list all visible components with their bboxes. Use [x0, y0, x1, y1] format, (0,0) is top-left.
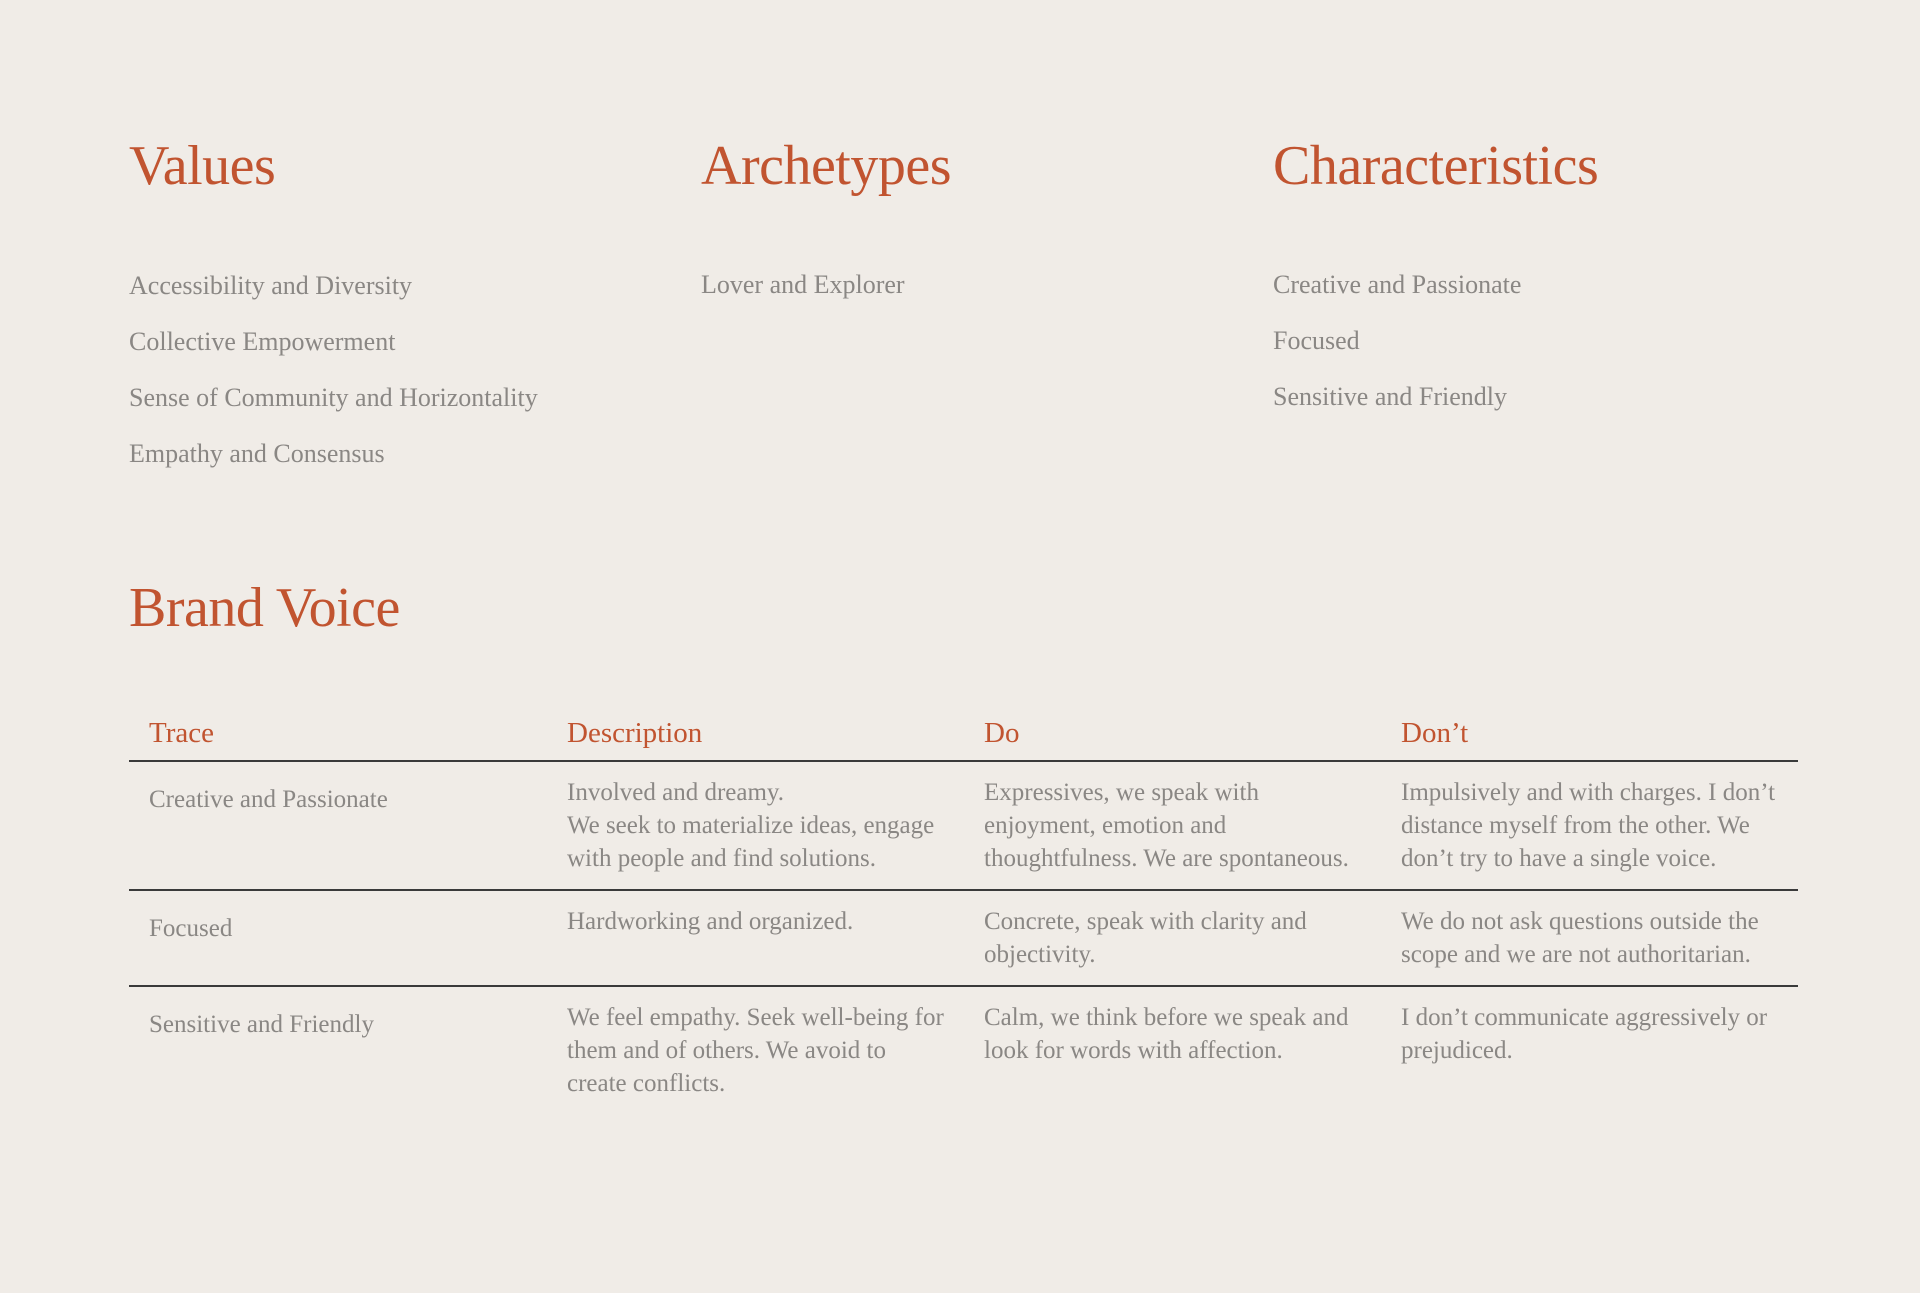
header-description: Description: [547, 688, 964, 761]
table-row: [129, 890, 1798, 986]
characteristics-item: Sensitive and Friendly: [1273, 382, 1507, 411]
characteristics-title: Characteristics: [1273, 135, 1599, 197]
values-item: Sense of Community and Horizontality: [129, 383, 538, 412]
table-row: [129, 761, 1798, 890]
description-cell: [547, 761, 964, 890]
values-title: Values: [129, 135, 276, 197]
trace-cell: Sensitive and Friendly: [149, 1011, 374, 1038]
table-header-row: [129, 688, 1798, 761]
description-line: Involved and dreamy.: [567, 779, 785, 806]
dont-cell: We do not ask questions outside the scope and we are not authoritarian.: [1381, 890, 1798, 986]
header-trace: Trace: [129, 688, 547, 761]
trace-cell: Focused: [129, 890, 547, 986]
dont-cell: I don’t communicate aggressively or prejudiced.: [1401, 1004, 1768, 1064]
archetypes-list: [701, 257, 905, 313]
characteristics-item: Creative and Passionate: [1273, 270, 1522, 299]
dont-cell: Impulsively and with charges. I don’t distance myself from the other. We don’t try to have a single voice.: [1381, 761, 1798, 890]
values-item: Accessibility and Diversity: [129, 271, 413, 300]
characteristics-item: Focused: [1273, 326, 1360, 355]
archetypes-title: Archetypes: [701, 135, 952, 197]
do-cell: Expressives, we speak with enjoyment, emotion and thoughtfulness. We are spontaneous.: [964, 761, 1381, 890]
brand-voice-table: [129, 688, 1798, 1114]
description-cell: Hardworking and organized.: [547, 890, 964, 986]
brand-voice-title: Brand Voice: [129, 577, 400, 639]
header-dont: Don’t: [1381, 688, 1798, 761]
values-item: Empathy and Consensus: [129, 439, 385, 468]
values-list: [129, 258, 538, 482]
archetypes-item: Lover and Explorer: [701, 270, 905, 299]
do-cell: Concrete, speak with clarity and objectivity.: [964, 890, 1381, 986]
header-do: Do: [964, 688, 1381, 761]
description-cell: We feel empathy. Seek well-being for them and of others. We avoid to create conflicts.: [567, 1004, 944, 1097]
values-item: Collective Empowerment: [129, 327, 396, 356]
do-cell: Calm, we think before we speak and look for words with affection.: [984, 1004, 1349, 1064]
description-line: We seek to materialize ideas, engage with people and find solutions.: [567, 812, 935, 872]
table-row: [129, 986, 1798, 1114]
characteristics-list: [1273, 257, 1521, 425]
trace-cell: Creative and Passionate: [129, 761, 547, 890]
